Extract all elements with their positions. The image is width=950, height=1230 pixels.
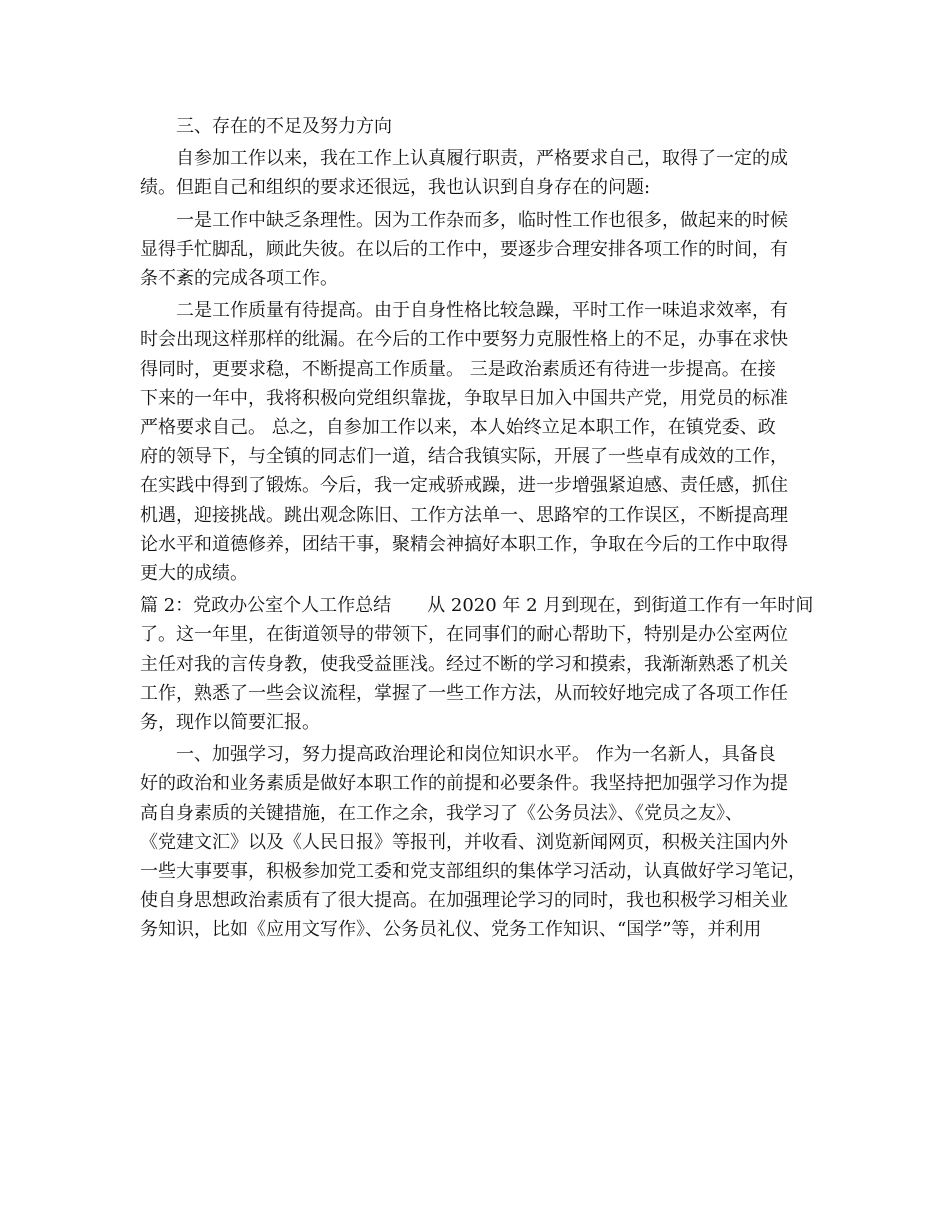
- text-line: 了。这一年里，在街道领导的带领下，在同事们的耐心帮助下，特别是办公室两位: [140, 624, 788, 646]
- paragraph: [140, 206, 816, 294]
- text-line: 显得手忙脚乱，顾此失彼。在以后的工作中，要逐步合理安排各项工作的时间，有: [140, 238, 788, 260]
- paragraph: [140, 591, 816, 737]
- text-line: 得同时，更要求稳，不断提高工作质量。 三是政治素质还有待进一步提高。在接: [140, 358, 776, 380]
- paragraph: [140, 112, 816, 141]
- text-line: 条不紊的完成各项工作。: [140, 268, 338, 290]
- text-line: 务知识，比如《应用文写作》、公务员礼仪、党务工作知识、“国学”等，并利用: [140, 919, 762, 941]
- text-line: 篇 2：党政办公室个人工作总结 从 2020 年 2 月到现在，到街道工作有一年时间: [140, 595, 814, 617]
- text-line: 绩。但距自己和组织的要求还很远，我也认识到自身存在的问题:: [140, 177, 651, 199]
- text-line: 务，现作以简要汇报。: [140, 712, 320, 734]
- text-line: 自参加工作以来，我在工作上认真履行职责，严格要求自己，取得了一定的成: [176, 148, 788, 170]
- text-line: 二是工作质量有待提高。由于自身性格比较急躁，平时工作一味追求效率，有: [176, 300, 788, 322]
- text-line: 好的政治和业务素质是做好本职工作的前提和必要条件。我坚持把加强学习作为提: [140, 773, 788, 795]
- text-line: 下来的一年中，我将积极向党组织靠拢，争取早日加入中国共产党，用党员的标准: [140, 387, 788, 409]
- text-line: 高自身素质的关键措施，在工作之余，我学习了《公务员法》、《党员之友》、: [140, 802, 743, 824]
- text-line: 《党建文汇》以及《人民日报》等报刊，并收看、浏览新闻网页，积极关注国内外: [140, 831, 788, 853]
- document-body: [140, 112, 816, 945]
- text-line: 府的领导下，与全镇的同志们一道，结合我镇实际，开展了一些卓有成效的工作，: [140, 446, 788, 468]
- text-line: 机遇，迎接挑战。跳出观念陈旧、工作方法单一、思路窄的工作误区，不断提高理: [140, 504, 788, 526]
- text-line: 在实践中得到了锻炼。今后，我一定戒骄戒躁，进一步增强紧迫感、责任感，抓住: [140, 475, 788, 497]
- text-line: 使自身思想政治素质有了很大提高。在加强理论学习的同时，我也积极学习相关业: [140, 890, 788, 912]
- text-line: 主任对我的言传身教，使我受益匪浅。经过不断的学习和摸索，我渐渐熟悉了机关: [140, 653, 788, 675]
- text-line: 一、加强学习，努力提高政治理论和岗位知识水平。 作为一名新人，具备良: [176, 744, 776, 766]
- paragraph: [140, 740, 816, 944]
- text-line: 一些大事要事，积极参加党工委和党支部组织的集体学习活动，认真做好学习笔记，: [140, 861, 806, 883]
- paragraph: [140, 144, 816, 202]
- document-page: [140, 112, 816, 945]
- paragraph: [140, 296, 816, 588]
- text-line: 严格要求自己。 总之，自参加工作以来，本人始终立足本职工作，在镇党委、政: [140, 417, 776, 439]
- text-line: 三、存在的不足及努力方向: [176, 116, 392, 137]
- text-line: 更大的成绩。: [140, 563, 248, 585]
- text-line: 一是工作中缺乏条理性。因为工作杂而多，临时性工作也很多，做起来的时候: [176, 209, 788, 231]
- text-line: 论水平和道德修养，团结干事，聚精会神搞好本职工作，争取在今后的工作中取得: [140, 533, 788, 555]
- text-line: 工作，熟悉了一些会议流程，掌握了一些工作方法，从而较好地完成了各项工作任: [140, 682, 788, 704]
- text-line: 时会出现这样那样的纰漏。在今后的工作中要努力克服性格上的不足，办事在求快: [140, 329, 788, 351]
